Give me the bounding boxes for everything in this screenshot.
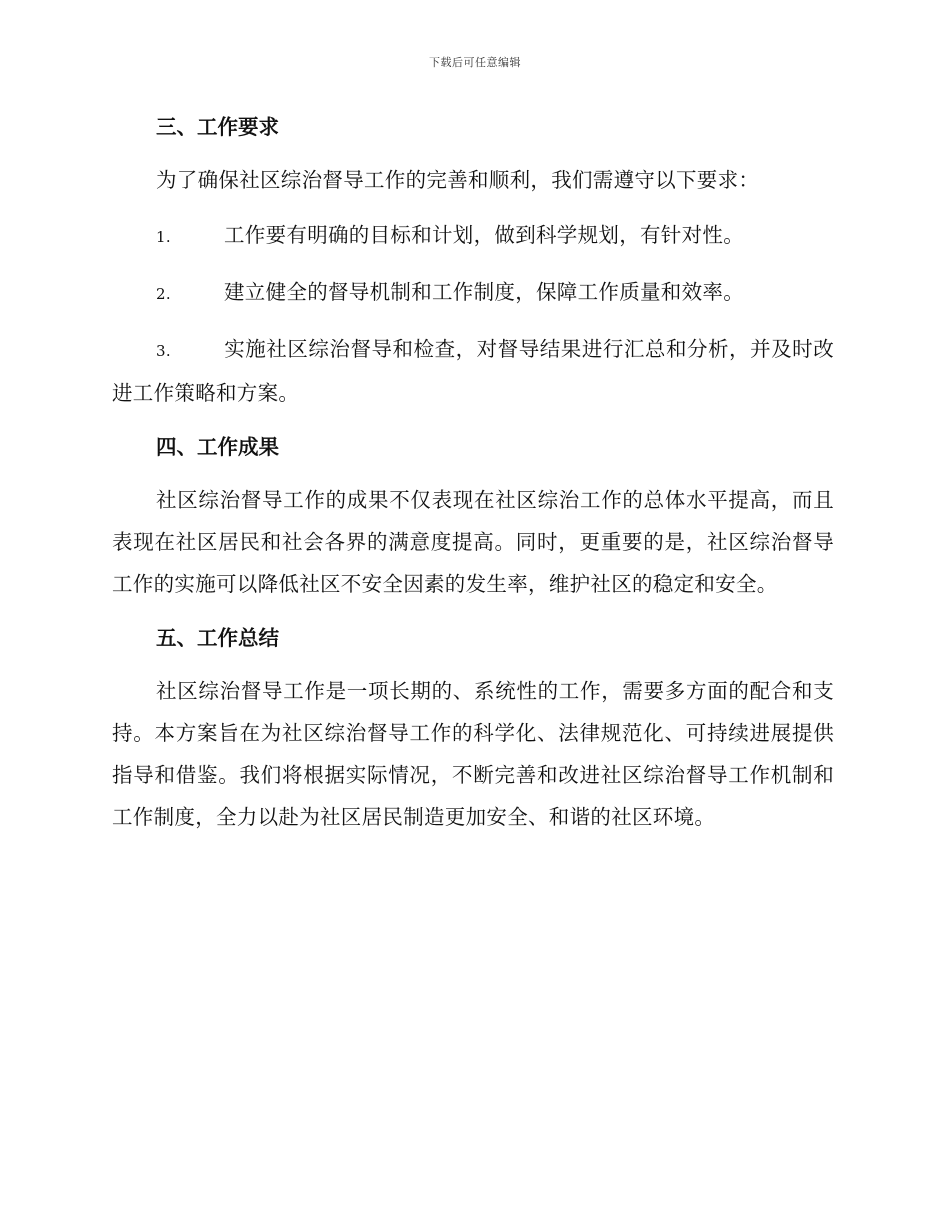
list-number: 2. bbox=[156, 285, 171, 303]
section-heading-results: 四、工作成果 bbox=[156, 435, 279, 459]
document-body bbox=[112, 108, 834, 838]
section-heading-requirements: 三、工作要求 bbox=[156, 115, 279, 139]
list-item-text: 工作要有明确的目标和计划，做到科学规划，有针对性。 bbox=[224, 223, 744, 247]
page-header: 下载后可任意编辑 bbox=[429, 56, 521, 69]
requirement-item-3 bbox=[112, 328, 834, 414]
list-item-text: 实施社区综治督导和检查，对督导结果进行汇总和分析，并及时改进工作策略和方案。 bbox=[112, 337, 834, 405]
section-heading-summary: 五、工作总结 bbox=[156, 626, 279, 650]
list-item-text: 建立健全的督导机制和工作制度，保障工作质量和效率。 bbox=[224, 280, 744, 304]
list-number: 1. bbox=[156, 228, 171, 246]
requirement-item-1 bbox=[112, 214, 834, 258]
summary-body: 社区综治督导工作是一项长期的、系统性的工作，需要多方面的配合和支持。本方案旨在为社区综治督导工作的科学化、法律规范化、可持续进展提供指导和借鉴。我们将根据实际情况，不断完善和改进社区综治督导工作机制和工作制度，全力以赴为社区居民制造更加安全、和谐的社区环境。 bbox=[112, 679, 834, 829]
requirements-intro: 为了确保社区综治督导工作的完善和顺利，我们需遵守以下要求： bbox=[156, 168, 760, 192]
requirement-item-2 bbox=[112, 271, 834, 315]
list-number: 3. bbox=[156, 342, 171, 360]
results-body: 社区综治督导工作的成果不仅表现在社区综治工作的总体水平提高，而且表现在社区居民和社会各界的满意度提高。同时，更重要的是，社区综治督导工作的实施可以降低社区不安全因素的发生率，维护社区的稳定和安全。 bbox=[112, 488, 834, 596]
